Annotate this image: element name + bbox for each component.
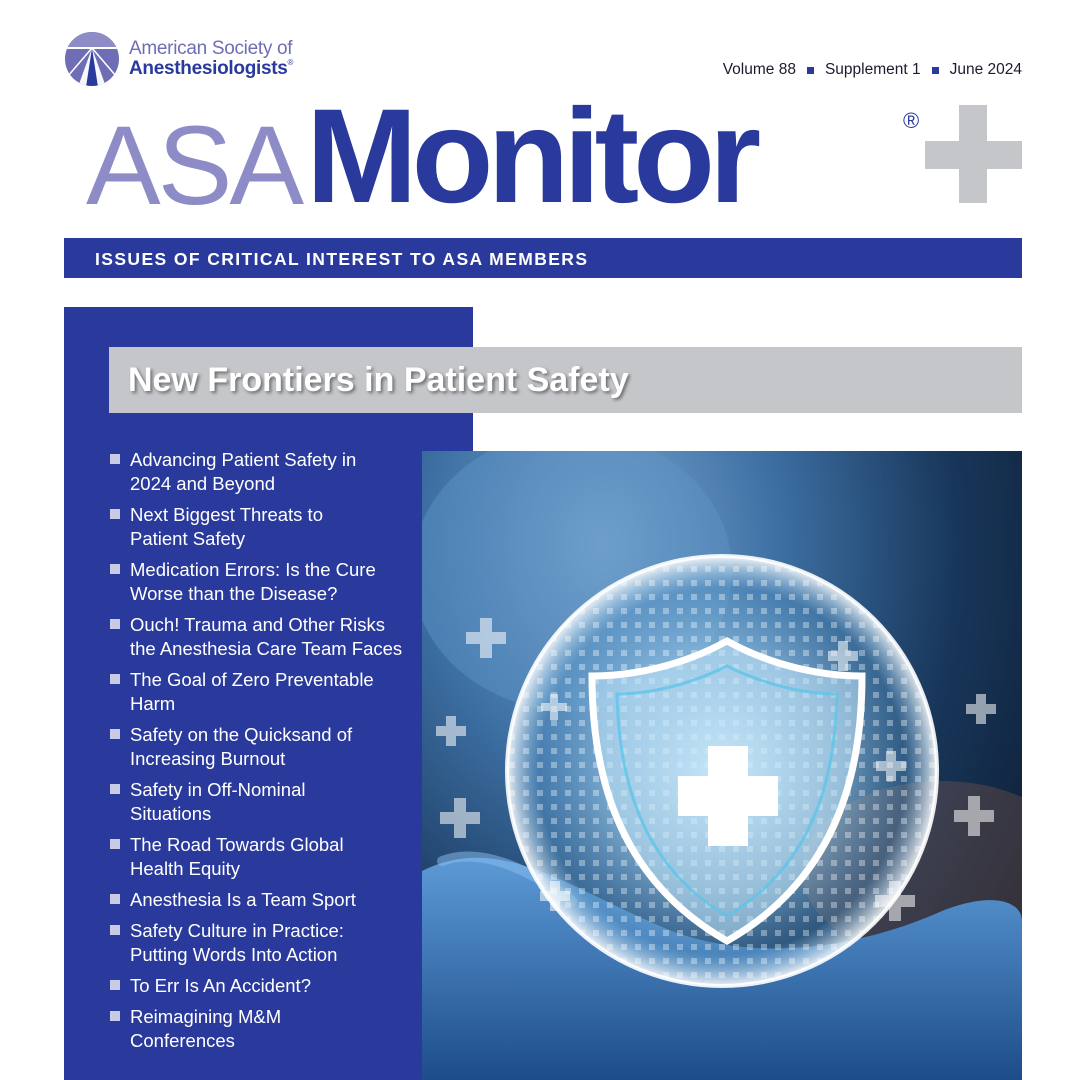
article-title-line1: The Road Towards Global (130, 834, 344, 855)
cover-image (422, 451, 1022, 1080)
org-name-line2 (129, 58, 293, 80)
article-title-line1: Reimagining M&M (130, 1006, 282, 1027)
article-title-line1: To Err Is An Accident? (130, 975, 311, 996)
article-title-line2: Harm (130, 693, 176, 714)
bullet-square-icon (110, 839, 120, 849)
issue-supplement: Supplement 1 (824, 61, 921, 78)
bullet-square-icon (110, 894, 120, 904)
headline-bar (109, 347, 1022, 413)
article-title-line2: Health Equity (130, 858, 241, 879)
article-item (110, 503, 410, 551)
bullet-square-icon (110, 1011, 120, 1021)
article-item (110, 919, 410, 967)
bullet-square-icon (110, 729, 120, 739)
org-registered-mark: ® (287, 58, 294, 67)
org-name-text: Anesthesiologists (129, 58, 288, 79)
masthead-asa: ASA (86, 103, 302, 228)
article-title-line2: Patient Safety (130, 528, 246, 549)
bullet-square-icon (110, 619, 120, 629)
bullet-square-icon (110, 674, 120, 684)
issue-date: June 2024 (949, 61, 1022, 78)
bullet-square-icon (110, 564, 120, 574)
article-title-line1: Advancing Patient Safety in (130, 449, 357, 470)
shield-globe-illustration (422, 451, 1022, 1080)
asa-logo-icon (64, 31, 120, 87)
article-item (110, 613, 410, 661)
article-item (110, 778, 410, 826)
article-title-line2: Increasing Burnout (130, 748, 286, 769)
tagline-text: ISSUES OF CRITICAL INTEREST TO ASA MEMBERS (95, 249, 589, 269)
article-title-line1: Safety in Off-Nominal (130, 779, 306, 800)
article-title-line2: the Anesthesia Care Team Faces (130, 638, 403, 659)
article-title-line1: Anesthesia Is a Team Sport (130, 889, 356, 910)
separator-square-icon (807, 67, 814, 74)
article-item (110, 723, 410, 771)
bullet-square-icon (110, 784, 120, 794)
article-item (110, 1005, 410, 1053)
article-item (110, 833, 410, 881)
masthead-registered-mark: ® (903, 108, 920, 133)
masthead-monitor: Monitor (306, 82, 756, 231)
article-item (110, 974, 410, 998)
plus-icon-horizontal (925, 141, 1022, 169)
article-item (110, 888, 410, 912)
article-title-line1: The Goal of Zero Preventable (130, 669, 374, 690)
article-title-line2: Putting Words Into Action (130, 944, 338, 965)
bullet-square-icon (110, 980, 120, 990)
article-title-line2: Situations (130, 803, 212, 824)
article-title-line2: Worse than the Disease? (130, 583, 338, 604)
org-name-line1: American Society of (129, 38, 293, 59)
article-title-line1: Ouch! Trauma and Other Risks (130, 614, 385, 635)
issue-info (723, 61, 1022, 79)
article-title-line1: Safety on the Quicksand of (130, 724, 353, 745)
article-title-line2: 2024 and Beyond (130, 473, 276, 494)
article-item (110, 668, 410, 716)
article-list (110, 448, 410, 1060)
issue-volume: Volume 88 (722, 61, 796, 78)
bullet-square-icon (110, 509, 120, 519)
article-item (110, 448, 410, 496)
article-title-line2: Conferences (130, 1030, 235, 1051)
separator-square-icon (932, 67, 939, 74)
bullet-square-icon (110, 454, 120, 464)
article-title-line1: Medication Errors: Is the Cure (130, 559, 376, 580)
article-title-line1: Next Biggest Threats to (130, 504, 323, 525)
bullet-square-icon (110, 925, 120, 935)
headline-text: New Frontiers in Patient Safety (128, 361, 629, 399)
tagline-banner (64, 238, 1022, 278)
article-item (110, 558, 410, 606)
article-title-line1: Safety Culture in Practice: (130, 920, 344, 941)
